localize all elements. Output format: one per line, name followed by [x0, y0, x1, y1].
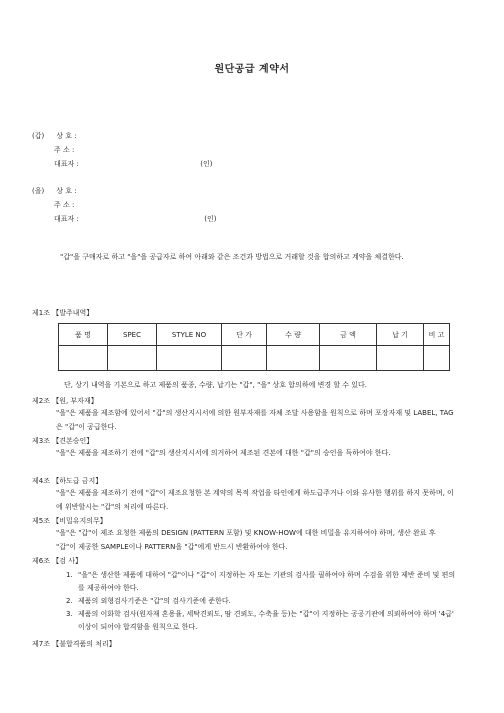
- article-3-title: 제3조 【견본승인】: [32, 437, 94, 445]
- article-5-body: "을"은 "갑"이 제조 요청한 제품의 DESIGN (PATTERN 포함) 및 KNOW-HOW에 대한 비밀을 유지하여야 하며, 생산 완료 후 "갑"이 제공한 SAMPLE이나 PATTERN을 "갑"에게 반드시 반환하여야 한다.: [56, 529, 436, 551]
- list-item-text: 제품의 이화학 검사(원자재 혼용율, 세탁견뢰도, 땀 견뢰도, 수축율 등)는 "갑"이 지정하는 공공기관에 의뢰하여야 하며 '4급' 이상이 되어야 합격함을 원칙으로 한다.: [78, 610, 454, 631]
- order-table-header-row: [59, 324, 450, 346]
- column-header-quantity: 수 량: [267, 324, 320, 346]
- article-4-body: "을"은 제품을 제조하기 전에 "갑"이 제조요청한 본 계약의 목적 작업을 타인에게 하도급주거나 이와 유사한 행위를 하지 못하며, 이에 위반할시는 "갑"의 처리에 따른다.: [56, 489, 454, 511]
- article-1-note: 단, 상기 내역을 기본으로 하고 제품의 품종, 수량, 납기는 "갑", "을" 상호 합의하에 변경 할 수 있다.: [64, 381, 368, 389]
- party-b-company-row: [32, 184, 216, 198]
- list-item-number: 2.: [66, 597, 73, 605]
- party-a-rep-label: 대표자 :: [54, 160, 79, 168]
- list-item: [66, 595, 456, 608]
- article-7-title: 제7조 【불합격품의 처리】: [32, 640, 116, 648]
- table-cell: [377, 346, 424, 371]
- list-item-number: 3.: [66, 610, 73, 618]
- column-header-style-no: STYLE NO: [157, 324, 222, 346]
- party-b-block: [32, 184, 216, 226]
- party-a-seal: (인): [200, 160, 213, 168]
- party-a-company-row: [32, 129, 212, 143]
- party-a-address-row: [32, 143, 212, 157]
- column-header-spec: SPEC: [108, 324, 157, 346]
- article-2-body: "을"은 제품을 제조함에 있어서 "갑"의 생산지시서에 의한 원부자재를 자체 조달 사용함을 원칙으로 하며 포장자재 및 LABEL, TAG은 "갑"이 공급한다.: [56, 409, 454, 431]
- table-cell: [267, 346, 320, 371]
- party-b-company-label: 상 호 :: [56, 187, 77, 195]
- party-a-block: [32, 129, 212, 171]
- article-6-list: [66, 569, 456, 634]
- party-b-rep-row: [32, 212, 216, 226]
- article-1-title: 제1조 【발주내역】: [32, 309, 94, 317]
- column-header-unit-price: 단 가: [222, 324, 267, 346]
- party-b-tag: (을): [32, 187, 45, 195]
- table-cell: [320, 346, 377, 371]
- table-cell: [222, 346, 267, 371]
- document-title: 원단공급 계약서: [214, 64, 290, 75]
- table-cell: [108, 346, 157, 371]
- party-b-address-row: [32, 198, 216, 212]
- column-header-delivery: 납 기: [377, 324, 424, 346]
- table-cell: [59, 346, 108, 371]
- list-item-number: 1.: [66, 571, 73, 579]
- table-row: [59, 346, 450, 371]
- party-a-tag: (갑): [32, 132, 45, 140]
- order-table: [58, 323, 450, 371]
- party-a-address-label: 주 소 :: [54, 146, 75, 154]
- party-a-rep-row: [32, 157, 212, 171]
- list-item-text: 제품의 외형검사기준은 "갑"의 검사기준에 준한다.: [78, 597, 231, 605]
- party-a-company-label: 상 호 :: [56, 132, 77, 140]
- list-item: [66, 608, 456, 634]
- column-header-item-name: 품 명: [59, 324, 108, 346]
- list-item-text: "을"은 생산한 제품에 대하여 "갑"이나 "갑"이 지정하는 자 또는 기관의 검사를 필하여야 하며 수검을 위한 제반 준비 및 편의를 제공하여야 한다.: [78, 571, 456, 592]
- table-cell: [424, 346, 450, 371]
- column-header-amount: 금 액: [320, 324, 377, 346]
- party-b-rep-label: 대표자 :: [54, 215, 79, 223]
- article-5-title: 제5조 【비밀유지의무】: [32, 517, 107, 525]
- table-cell: [157, 346, 222, 371]
- article-6-title: 제6조 【검 사】: [32, 557, 82, 565]
- intro-paragraph: "갑"을 구매자로 하고 "을"을 공급자로 하여 아래와 같은 조건과 방법으로 거래할 것을 합의하고 계약을 체결한다.: [60, 253, 404, 261]
- party-b-address-label: 주 소 :: [54, 201, 75, 209]
- column-header-remarks: 비 고: [424, 324, 450, 346]
- article-2-title: 제2조 【원, 부자재】: [32, 397, 98, 405]
- party-b-seal: (인): [204, 215, 217, 223]
- article-4-title: 제4조 【하도급 금지】: [32, 477, 103, 485]
- list-item: [66, 569, 456, 595]
- article-3-body: "을"은 제품을 제조하기 전에 "갑"의 생산지시서에 의거하여 제조된 견본에 대한 "갑"의 승인을 득하여야 한다.: [56, 449, 391, 457]
